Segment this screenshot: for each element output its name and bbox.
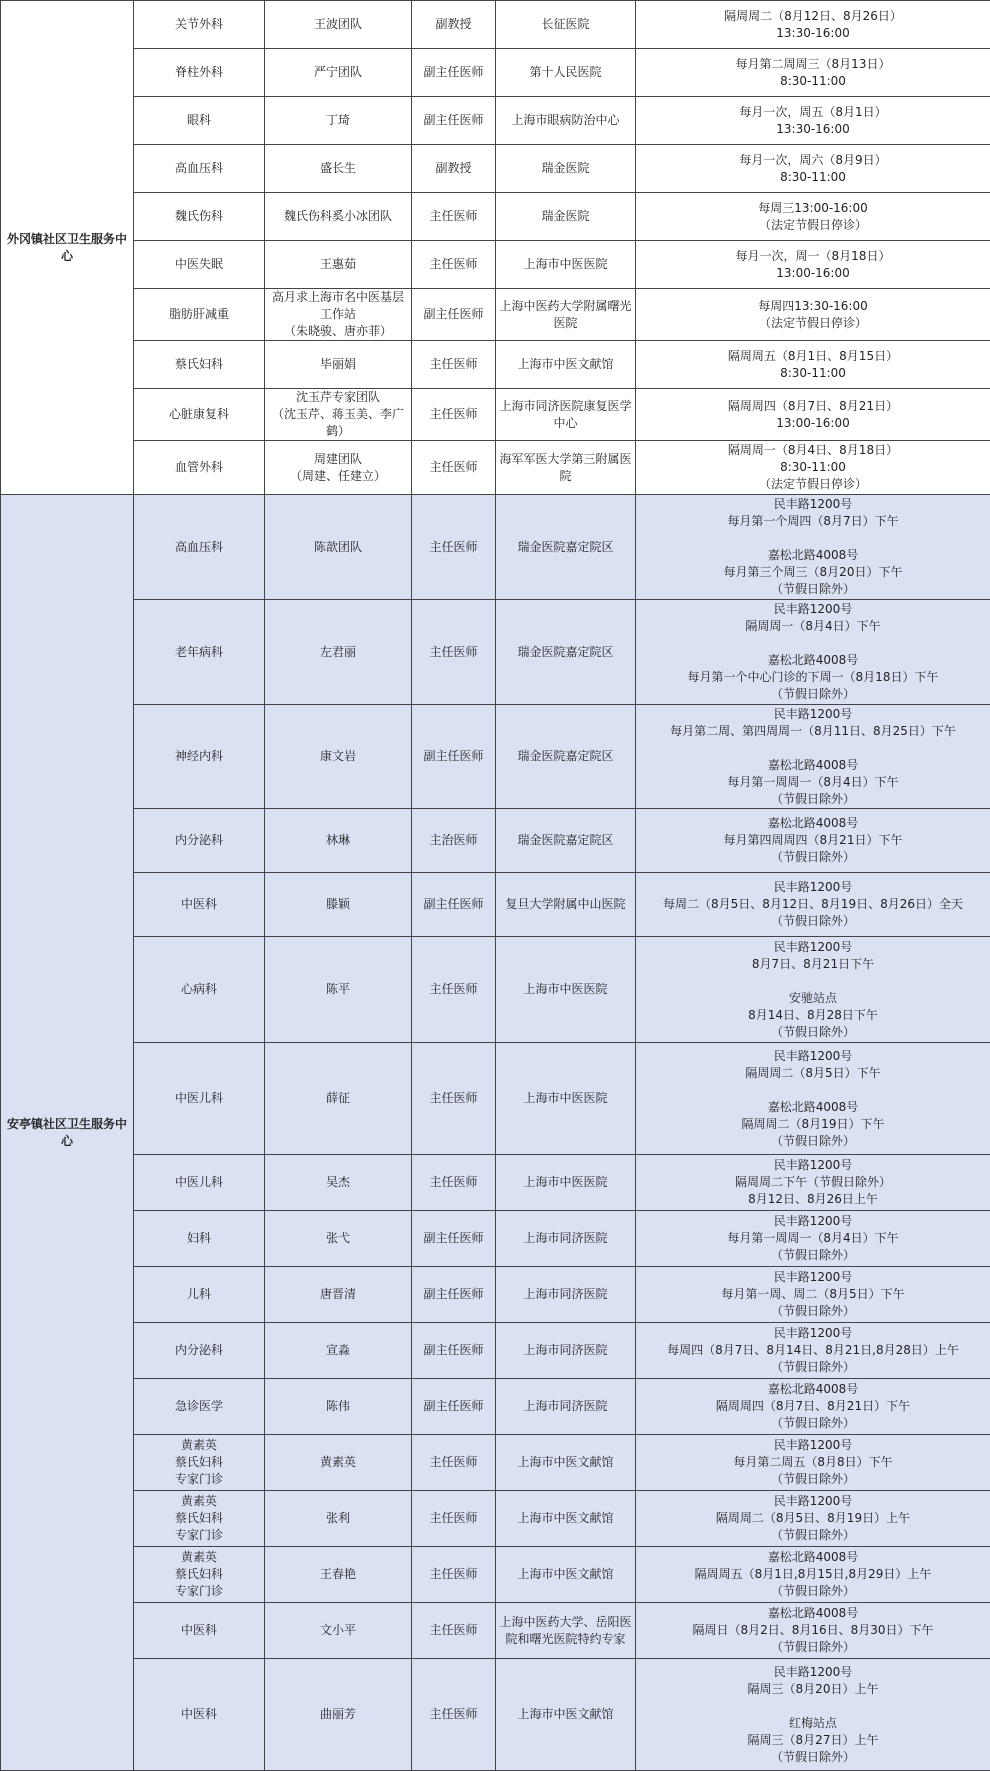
table-row — [1, 1211, 990, 1267]
table-row — [1, 600, 990, 705]
doctor-cell: 王惠茹 — [265, 241, 412, 289]
hospital-cell: 上海市中医文献馆 — [496, 1435, 636, 1491]
job-title-cell: 副主任医师 — [412, 49, 496, 97]
hospital-cell: 瑞金医院 — [496, 193, 636, 241]
department-cell: 黄素英 蔡氏妇科 专家门诊 — [134, 1491, 265, 1547]
hospital-cell: 瑞金医院嘉定院区 — [496, 600, 636, 705]
hospital-cell: 瑞金医院 — [496, 145, 636, 193]
job-title-cell: 副主任医师 — [412, 97, 496, 145]
job-title-cell: 副主任医师 — [412, 1211, 496, 1267]
table-row — [1, 49, 990, 97]
department-cell: 关节外科 — [134, 1, 265, 49]
hospital-cell: 上海市中医文献馆 — [496, 1491, 636, 1547]
job-title-cell: 主任医师 — [412, 341, 496, 389]
table-row — [1, 1323, 990, 1379]
schedule-cell: 每月一次，周六（8月9日） 8:30-11:00 — [636, 145, 990, 193]
job-title-cell: 主任医师 — [412, 441, 496, 495]
hospital-cell: 上海市中医医院 — [496, 241, 636, 289]
doctor-cell: 左君丽 — [265, 600, 412, 705]
department-cell: 老年病科 — [134, 600, 265, 705]
table-row — [1, 873, 990, 937]
schedule-cell: 嘉松北路4008号 隔周周四（8月7日、8月21日）下午 （节假日除外） — [636, 1379, 990, 1435]
schedule-cell: 每月第二周周三（8月13日） 8:30-11:00 — [636, 49, 990, 97]
job-title-cell: 主任医师 — [412, 600, 496, 705]
job-title-cell: 主治医师 — [412, 809, 496, 873]
table-row — [1, 1491, 990, 1547]
department-cell: 心脏康复科 — [134, 389, 265, 441]
job-title-cell: 副主任医师 — [412, 289, 496, 341]
schedule-cell: 民丰路1200号 每月第二周五（8月8日）下午 （节假日除外） — [636, 1435, 990, 1491]
department-cell: 心病科 — [134, 937, 265, 1043]
hospital-cell: 长征医院 — [496, 1, 636, 49]
schedule-cell: 隔周周五（8月1日、8月15日） 8:30-11:00 — [636, 341, 990, 389]
doctor-cell: 沈玉芹专家团队 （沈玉芹、蒋玉美、李广鹤） — [265, 389, 412, 441]
department-cell: 脊柱外科 — [134, 49, 265, 97]
table-row — [1, 1155, 990, 1211]
department-cell: 中医儿科 — [134, 1043, 265, 1155]
department-cell: 内分泌科 — [134, 809, 265, 873]
table-row — [1, 1, 990, 49]
hospital-cell: 上海市中医文献馆 — [496, 341, 636, 389]
job-title-cell: 主任医师 — [412, 193, 496, 241]
doctor-cell: 丁琦 — [265, 97, 412, 145]
hospital-cell: 上海市中医医院 — [496, 1155, 636, 1211]
hospital-cell: 上海市中医医院 — [496, 1043, 636, 1155]
hospital-cell: 上海市同济医院康复医学中心 — [496, 389, 636, 441]
doctor-cell: 张弋 — [265, 1211, 412, 1267]
job-title-cell: 主任医师 — [412, 1435, 496, 1491]
doctor-cell: 盛长生 — [265, 145, 412, 193]
doctor-cell: 高月求上海市名中医基层工作站 （朱晓骏、唐亦菲） — [265, 289, 412, 341]
job-title-cell: 主任医师 — [412, 1547, 496, 1603]
table-row — [1, 1547, 990, 1603]
center-name-cell: 外冈镇社区卫生服务中心 — [1, 1, 134, 495]
department-cell: 蔡氏妇科 — [134, 341, 265, 389]
department-cell: 急诊医学 — [134, 1379, 265, 1435]
job-title-cell: 副教授 — [412, 145, 496, 193]
hospital-cell: 上海市同济医院 — [496, 1267, 636, 1323]
table-row — [1, 289, 990, 341]
hospital-cell: 上海中医药大学附属曙光医院 — [496, 289, 636, 341]
schedule-cell: 民丰路1200号 隔周周二下午（节假日除外） 8月12日、8月26日上午 — [636, 1155, 990, 1211]
hospital-cell: 上海市同济医院 — [496, 1379, 636, 1435]
doctor-cell: 宣淼 — [265, 1323, 412, 1379]
doctor-cell: 王春艳 — [265, 1547, 412, 1603]
table-row — [1, 241, 990, 289]
department-cell: 妇科 — [134, 1211, 265, 1267]
schedule-cell: 民丰路1200号 隔周周二（8月5日、8月19日）上午 （节假日除外） — [636, 1491, 990, 1547]
table-row — [1, 937, 990, 1043]
job-title-cell: 主任医师 — [412, 937, 496, 1043]
doctor-cell: 陈伟 — [265, 1379, 412, 1435]
doctor-cell: 陈平 — [265, 937, 412, 1043]
doctor-cell: 张利 — [265, 1491, 412, 1547]
job-title-cell: 主任医师 — [412, 1659, 496, 1771]
department-cell: 魏氏伤科 — [134, 193, 265, 241]
department-cell: 脂肪肝减重 — [134, 289, 265, 341]
table-row — [1, 1659, 990, 1771]
doctor-cell: 毕丽娟 — [265, 341, 412, 389]
doctor-cell: 王波团队 — [265, 1, 412, 49]
table-row — [1, 705, 990, 809]
table-row — [1, 341, 990, 389]
table-row — [1, 495, 990, 600]
doctor-cell: 黄素英 — [265, 1435, 412, 1491]
job-title-cell: 主任医师 — [412, 1603, 496, 1659]
doctor-cell: 周建团队 （周建、任建立） — [265, 441, 412, 495]
hospital-cell: 复旦大学附属中山医院 — [496, 873, 636, 937]
table-row — [1, 441, 990, 495]
job-title-cell: 主任医师 — [412, 1491, 496, 1547]
table-row — [1, 1379, 990, 1435]
table-row — [1, 97, 990, 145]
schedule-cell: 民丰路1200号 每周四（8月7日、8月14日、8月21日,8月28日）上午 （节假日除外） — [636, 1323, 990, 1379]
department-cell: 眼科 — [134, 97, 265, 145]
hospital-cell: 上海市中医文献馆 — [496, 1547, 636, 1603]
doctor-cell: 曲丽芳 — [265, 1659, 412, 1771]
schedule-cell: 民丰路1200号 隔周周一（8月4日）下午 嘉松北路4008号 每月第一个中心门诊的下周一（8月18日）下午 （节假日除外） — [636, 600, 990, 705]
job-title-cell: 副教授 — [412, 1, 496, 49]
job-title-cell: 主任医师 — [412, 495, 496, 600]
schedule-cell: 嘉松北路4008号 隔周周五（8月1日,8月15日,8月29日）上午 （节假日除外） — [636, 1547, 990, 1603]
schedule-cell: 嘉松北路4008号 每月第四周周四（8月21日）下午 （节假日除外） — [636, 809, 990, 873]
schedule-cell: 隔周周一（8月4日、8月18日） 8:30-11:00 （法定节假日停诊） — [636, 441, 990, 495]
schedule-cell: 每月一次，周一（8月18日） 13:00-16:00 — [636, 241, 990, 289]
job-title-cell: 主任医师 — [412, 1043, 496, 1155]
schedule-cell: 民丰路1200号 每月第一周周一（8月4日）下午 （节假日除外） — [636, 1211, 990, 1267]
hospital-cell: 上海市中医医院 — [496, 937, 636, 1043]
job-title-cell: 副主任医师 — [412, 1267, 496, 1323]
schedule-cell: 民丰路1200号 每月第一周、周二（8月5日）下午 （节假日除外） — [636, 1267, 990, 1323]
doctor-cell: 陈歆团队 — [265, 495, 412, 600]
schedule-cell: 每周三13:00-16:00 （法定节假日停诊） — [636, 193, 990, 241]
center-name-cell: 安亭镇社区卫生服务中心 — [1, 495, 134, 1771]
doctor-cell: 魏氏伤科奚小冰团队 — [265, 193, 412, 241]
table-row — [1, 1043, 990, 1155]
department-cell: 血管外科 — [134, 441, 265, 495]
hospital-cell: 瑞金医院嘉定院区 — [496, 809, 636, 873]
doctor-cell: 滕颖 — [265, 873, 412, 937]
hospital-cell: 上海市同济医院 — [496, 1323, 636, 1379]
job-title-cell: 副主任医师 — [412, 873, 496, 937]
doctor-cell: 林琳 — [265, 809, 412, 873]
hospital-cell: 瑞金医院嘉定院区 — [496, 495, 636, 600]
table-row — [1, 389, 990, 441]
doctor-cell: 唐晋清 — [265, 1267, 412, 1323]
table-row — [1, 1435, 990, 1491]
department-cell: 高血压科 — [134, 145, 265, 193]
department-cell: 黄素英 蔡氏妇科 专家门诊 — [134, 1547, 265, 1603]
hospital-cell: 上海市中医文献馆 — [496, 1659, 636, 1771]
table-row — [1, 145, 990, 193]
department-cell: 高血压科 — [134, 495, 265, 600]
doctor-cell: 严宁团队 — [265, 49, 412, 97]
table-row — [1, 809, 990, 873]
schedule-cell: 隔周周四（8月7日、8月21日） 13:00-16:00 — [636, 389, 990, 441]
doctor-cell: 康文岩 — [265, 705, 412, 809]
department-cell: 中医儿科 — [134, 1155, 265, 1211]
schedule-cell: 隔周周二（8月12日、8月26日） 13:30-16:00 — [636, 1, 990, 49]
hospital-cell: 上海市同济医院 — [496, 1211, 636, 1267]
table-row — [1, 193, 990, 241]
schedule-cell: 民丰路1200号 每月第二周、第四周周一（8月11日、8月25日）下午 嘉松北路4008号 每月第一周周一（8月4日）下午 （节假日除外） — [636, 705, 990, 809]
schedule-cell: 民丰路1200号 每周二（8月5日、8月12日、8月19日、8月26日）全天 （节假日除外） — [636, 873, 990, 937]
job-title-cell: 主任医师 — [412, 1155, 496, 1211]
department-cell: 黄素英 蔡氏妇科 专家门诊 — [134, 1435, 265, 1491]
hospital-cell: 第十人民医院 — [496, 49, 636, 97]
doctor-cell: 薛征 — [265, 1043, 412, 1155]
schedule-cell: 民丰路1200号 8月7日、8月21日下午 安驰站点 8月14日、8月28日下午 （节假日除外） — [636, 937, 990, 1043]
schedule-cell: 嘉松北路4008号 隔周日（8月2日、8月16日、8月30日）下午 （节假日除外） — [636, 1603, 990, 1659]
job-title-cell: 副主任医师 — [412, 705, 496, 809]
hospital-cell: 瑞金医院嘉定院区 — [496, 705, 636, 809]
schedule-cell: 每月一次，周五（8月1日） 13:30-16:00 — [636, 97, 990, 145]
department-cell: 中医科 — [134, 1659, 265, 1771]
department-cell: 中医科 — [134, 873, 265, 937]
doctor-cell: 文小平 — [265, 1603, 412, 1659]
schedule-cell: 每周四13:30-16:00 （法定节假日停诊） — [636, 289, 990, 341]
hospital-cell: 上海市眼病防治中心 — [496, 97, 636, 145]
job-title-cell: 主任医师 — [412, 389, 496, 441]
job-title-cell: 主任医师 — [412, 241, 496, 289]
schedule-cell: 民丰路1200号 每月第一个周四（8月7日）下午 嘉松北路4008号 每月第三个周三（8月20日）下午 （节假日除外） — [636, 495, 990, 600]
table-row — [1, 1603, 990, 1659]
hospital-cell: 海军军医大学第三附属医院 — [496, 441, 636, 495]
schedule-cell: 民丰路1200号 隔周周二（8月5日）下午 嘉松北路4008号 隔周周二（8月19日）下午 （节假日除外） — [636, 1043, 990, 1155]
doctor-cell: 吴杰 — [265, 1155, 412, 1211]
department-cell: 内分泌科 — [134, 1323, 265, 1379]
hospital-cell: 上海中医药大学、岳阳医院和曙光医院特约专家 — [496, 1603, 636, 1659]
department-cell: 中医科 — [134, 1603, 265, 1659]
job-title-cell: 副主任医师 — [412, 1379, 496, 1435]
department-cell: 中医失眠 — [134, 241, 265, 289]
table-row — [1, 1267, 990, 1323]
schedule-cell: 民丰路1200号 隔周三（8月20日）上午 红梅站点 隔周三（8月27日）上午 （节假日除外） — [636, 1659, 990, 1771]
department-cell: 儿科 — [134, 1267, 265, 1323]
job-title-cell: 副主任医师 — [412, 1323, 496, 1379]
department-cell: 神经内科 — [134, 705, 265, 809]
